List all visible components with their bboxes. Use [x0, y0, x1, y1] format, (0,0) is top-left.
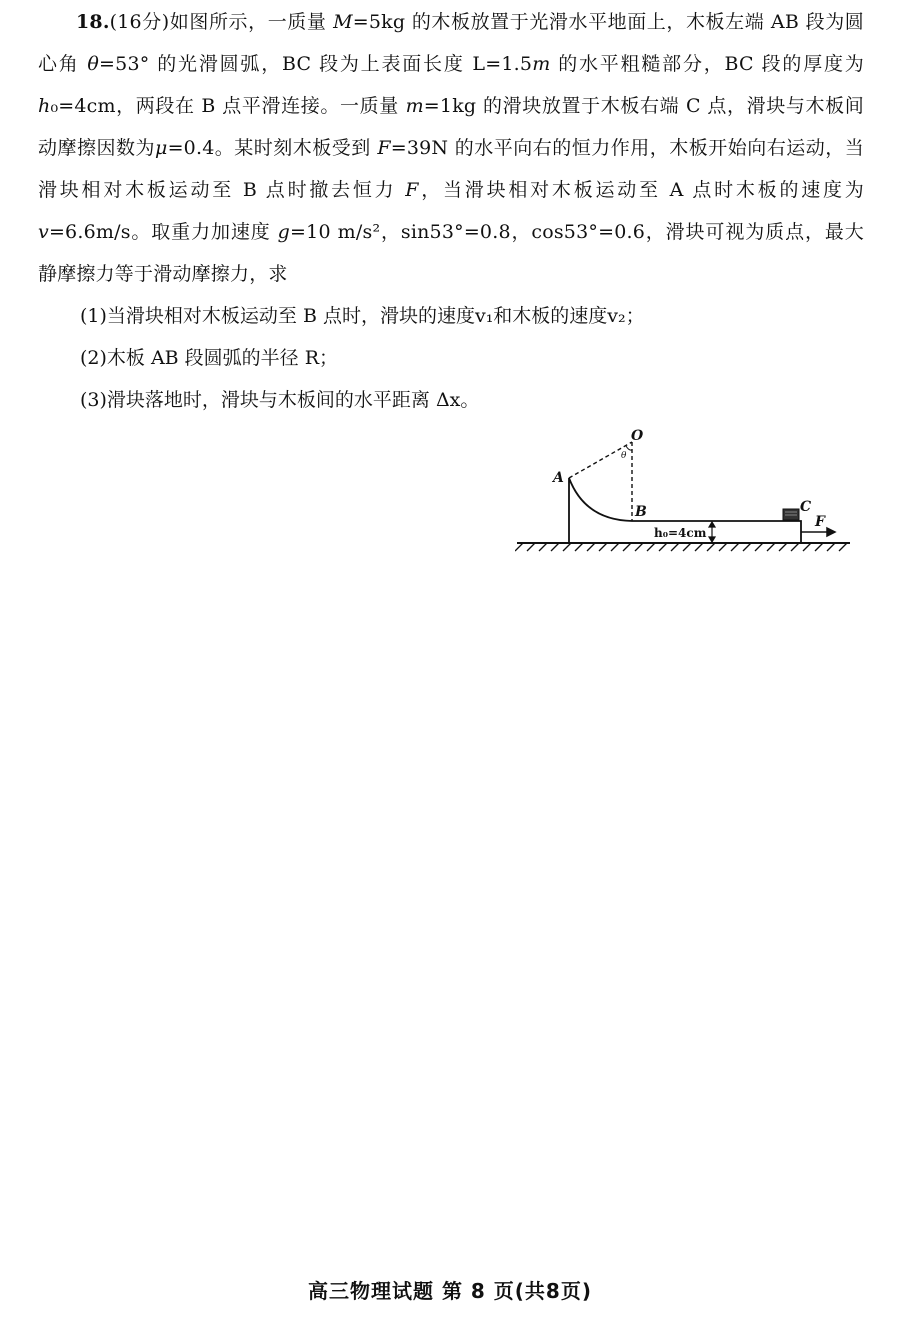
diagram-svg	[515, 420, 855, 560]
sub-question-2: (2)木板 AB 段圆弧的半径 R；	[80, 347, 339, 369]
label-f: F	[815, 514, 825, 530]
label-c: C	[800, 499, 812, 515]
question-number: 18.	[76, 11, 110, 33]
angle-arc	[626, 446, 632, 450]
problem-stem: 18.(16分)如图所示，一质量 M=5kg 的木板放置于光滑水平地面上，木板左端 AB 段为圆心角 θ=53° 的光滑圆弧，BC 段为上表面长度 L=1.5m 的水平粗糙部分，BC 段的厚度为h₀=4cm，两段在 B 点平滑连接。一质量 m=1kg 的滑块放置于木板右端 C 点，滑块与木板间动摩擦因数为μ=0.4。某时刻木板受到 F=39N 的水平向右的恒力作用，木板开始向右运动，当滑块相对木板运动至 B 点时撤去恒力 F，当滑块相对木板运动至 A 点时木板的速度为 v=6.6m/s。取重力加速度 g=10 m/s²，sin53°=0.8，cos53°=0.6，滑块可视为质点，最大静摩擦力等于滑动摩擦力，求	[38, 11, 865, 285]
h0-dimension-arrow	[709, 522, 715, 542]
sub-question-3: (3)滑块落地时，滑块与木板间的水平距离 Δx。	[80, 389, 480, 411]
label-o: O	[631, 428, 644, 444]
label-b: B	[635, 504, 647, 520]
label-a: A	[553, 470, 564, 486]
label-h0: h₀=4cm	[654, 526, 707, 540]
ground-hatch-icon	[515, 543, 847, 551]
problem-18	[38, 0, 864, 421]
physics-diagram	[515, 420, 855, 560]
sub-question-1: (1)当滑块相对木板运动至 B 点时，滑块的速度v₁和木板的速度v₂；	[80, 305, 645, 327]
page-footer: 高三物理试题 第 8 页(共8页)	[307, 1279, 592, 1303]
label-theta: θ	[621, 451, 627, 461]
question-points: (16分)	[109, 11, 170, 33]
slider-block-icon	[783, 509, 799, 520]
